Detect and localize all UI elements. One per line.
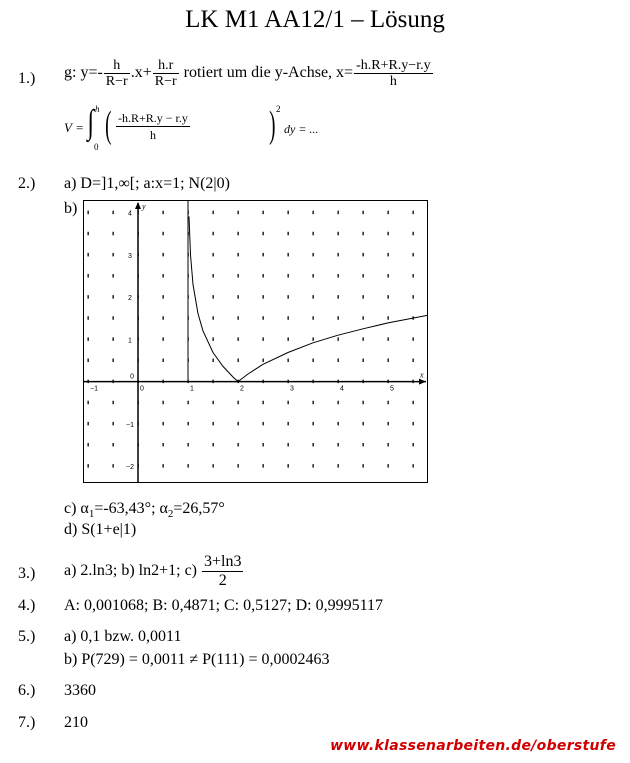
task-2-number: 2.) [18,175,36,192]
grid-mark [388,253,389,257]
grid-mark [263,232,264,236]
grid-mark [338,274,339,278]
grid-mark [238,401,239,405]
grid-mark [188,422,189,426]
grid-mark [113,295,114,299]
y-tick-label: −1 [126,421,134,429]
grid-mark [413,464,414,468]
grid-mark [163,274,164,278]
grid-mark [213,359,214,363]
grid-mark [213,443,214,447]
page-title: LK M1 AA12/1 – Lösung [185,6,445,33]
grid-mark [263,211,264,215]
grid-mark [413,359,414,363]
y-tick-label: 2 [128,295,132,303]
task-2-c: c) $\alpha_1=-63,43^\circ$; $\alpha_2=26,57^\circ$ [64,500,225,521]
grid-mark [238,464,239,468]
task-1-text: rotiert um die y-Achse, x= [179,64,354,82]
grid-mark [288,295,289,299]
grid-mark [313,232,314,236]
y-tick-label: 3 [128,252,132,260]
task-4-number: 4.) [18,597,36,614]
task-3-number: 3.) [18,565,36,582]
task-5-b: b) P(729) = 0,0011 ≠ P(111) = 0,0002463 [64,651,330,668]
grid-mark [313,295,314,299]
grid-mark [388,295,389,299]
grid-mark [113,337,114,341]
grid-mark [338,401,339,405]
grid-mark [113,443,114,447]
grid-mark [338,337,339,341]
grid-mark [88,337,89,341]
grid-mark [88,422,89,426]
task-2-a: a) D=]1,∞[; a:x=1; N(2|0) [64,175,230,192]
y-tick-label: 0 [130,373,134,381]
grid-mark [288,337,289,341]
x-tick-label: 1 [190,385,194,393]
x-tick-label: −1 [90,385,98,393]
grid-mark [238,211,239,215]
grid-mark [163,422,164,426]
grid-mark [388,337,389,341]
grid-mark [113,359,114,363]
grid-mark [88,401,89,405]
grid-mark [113,464,114,468]
task-5-number: 5.) [18,628,36,645]
grid-mark [363,316,364,320]
grid-mark [163,295,164,299]
grid-mark [288,422,289,426]
grid-mark [238,295,239,299]
task-1-number: 1.) [18,70,36,87]
grid-mark [288,211,289,215]
task-1-g-prefix: g: y=- [64,64,103,82]
task-7-number: 7.) [18,714,36,731]
grid-mark [263,422,264,426]
grid-mark [313,359,314,363]
grid-mark [413,253,414,257]
grid-mark [413,211,414,215]
grid-mark [288,253,289,257]
grid-mark [363,422,364,426]
grid-mark [113,422,114,426]
grid-mark [88,295,89,299]
grid-mark [263,359,264,363]
function-graph [83,200,428,483]
x-tick-label: 0 [140,385,144,393]
grid-mark [163,337,164,341]
grid-mark [388,401,389,405]
task-3-line: a) 2.ln3; b) ln2+1; c) $\frac{3+\ln 3}{2}$ [64,553,242,589]
grid-mark [313,464,314,468]
grid-mark [213,337,214,341]
task-6-number: 6.) [18,682,36,699]
grid-mark [263,295,264,299]
grid-mark [363,464,364,468]
grid-mark [363,274,364,278]
grid-mark [363,253,364,257]
task-1-mid: .x+ [130,64,152,82]
grid-mark [88,232,89,236]
grid-mark [163,443,164,447]
task-6-text: 3360 [64,682,96,699]
grid-mark [288,464,289,468]
grid-mark [263,443,264,447]
grid-mark [363,443,364,447]
grid-mark [313,316,314,320]
grid-mark [238,316,239,320]
grid-mark [113,211,114,215]
grid-mark [213,274,214,278]
grid-mark [313,211,314,215]
grid-mark [163,401,164,405]
grid-mark [413,422,414,426]
y-axis-label: y [142,202,146,211]
y-tick-label: 4 [128,210,132,218]
grid-mark [288,401,289,405]
fraction-hr-over-r: $\frac{h.r}{R-r}$ [154,58,177,89]
grid-mark [238,253,239,257]
grid-mark [163,232,164,236]
grid-mark [263,464,264,468]
grid-mark [188,401,189,405]
x-tick-label: 3 [290,385,294,393]
grid-mark [113,274,114,278]
x-tick-label: 4 [340,385,344,393]
grid-mark [88,253,89,257]
grid-mark [363,401,364,405]
grid-mark [263,401,264,405]
grid-mark [313,253,314,257]
grid-mark [338,359,339,363]
fraction-x-expression: $\frac{-h.R+R.y-r.y}{h}$ [356,58,431,89]
grid-mark [388,464,389,468]
grid-mark [88,274,89,278]
task-7-text: 210 [64,714,88,731]
grid-mark [363,295,364,299]
grid-mark [413,337,414,341]
grid-mark [313,443,314,447]
grid-mark [238,359,239,363]
grid-mark [388,359,389,363]
grid-mark [288,316,289,320]
grid-mark [213,211,214,215]
grid-mark [163,211,164,215]
grid-mark [263,316,264,320]
grid-mark [313,422,314,426]
grid-mark [163,316,164,320]
grid-mark [213,464,214,468]
grid-mark [388,211,389,215]
grid-mark [113,253,114,257]
grid-mark [238,337,239,341]
grid-mark [388,316,389,320]
x-tick-label: 2 [240,385,244,393]
grid-mark [413,443,414,447]
grid-mark [88,316,89,320]
grid-mark [363,211,364,215]
grid-mark [338,232,339,236]
grid-mark [163,359,164,363]
x-axis-label: x [420,370,424,380]
grid-mark [238,422,239,426]
grid-mark [313,401,314,405]
grid-mark [313,337,314,341]
grid-mark [113,401,114,405]
grid-mark [238,232,239,236]
grid-mark [88,443,89,447]
grid-mark [338,464,339,468]
grid-mark [338,211,339,215]
integrand-fraction: -h.R+R.y − r.y h [118,111,188,142]
grid-mark [413,274,414,278]
grid-mark [288,443,289,447]
grid-mark [213,422,214,426]
grid-mark [263,274,264,278]
grid-mark [363,232,364,236]
y-tick-label: −2 [126,464,134,472]
grid-mark [338,443,339,447]
task-5-a: a) 0,1 bzw. 0,0011 [64,628,182,645]
grid-mark [338,316,339,320]
grid-mark [113,316,114,320]
grid-mark [363,359,364,363]
grid-mark [413,401,414,405]
y-tick-label: 1 [128,337,132,345]
grid-mark [88,359,89,363]
grid-mark [213,253,214,257]
grid-mark [213,232,214,236]
task-2-d: d) S(1+e|1) [64,521,137,538]
integral-sign: ∫ [87,104,94,141]
grid-mark [388,443,389,447]
grid-mark [288,359,289,363]
grid-mark [313,274,314,278]
x-tick-label: 5 [390,385,394,393]
footer-link[interactable]: www.klassenarbeiten.de/oberstufe [330,738,616,754]
grid-mark [338,295,339,299]
grid-mark [188,464,189,468]
grid-mark [288,232,289,236]
grid-mark [413,295,414,299]
fraction-3-plus-ln3: $\frac{3+\ln 3}{2}$ [204,553,242,589]
grid-mark [338,422,339,426]
grid-mark [388,232,389,236]
grid-mark [363,337,364,341]
grid-mark [188,443,189,447]
grid-mark [238,443,239,447]
grid-mark [163,253,164,257]
grid-mark [213,295,214,299]
task-2-b-label: b) [64,200,78,217]
footer-section[interactable]: oberstufe [536,738,616,754]
grid-mark [388,274,389,278]
grid-mark [213,401,214,405]
grid-mark [163,464,164,468]
grid-mark [88,464,89,468]
fraction-h-over-r: $\frac{h}{R-r}$ [105,58,128,89]
grid-mark [88,211,89,215]
task-4-text: A: 0,001068; B: 0,4871; C: 0,5127; D: 0,9995117 [64,597,383,614]
task-1-line [64,58,434,89]
grid-mark [238,274,239,278]
grid-mark [113,232,114,236]
graph-frame [84,201,428,483]
grid-mark [288,274,289,278]
grid-mark [263,337,264,341]
grid-mark [413,232,414,236]
grid-mark [338,253,339,257]
grid-mark [263,253,264,257]
grid-mark [388,422,389,426]
footer-site[interactable]: www.klassenarbeiten.de [330,738,532,754]
grid-mark [213,316,214,320]
